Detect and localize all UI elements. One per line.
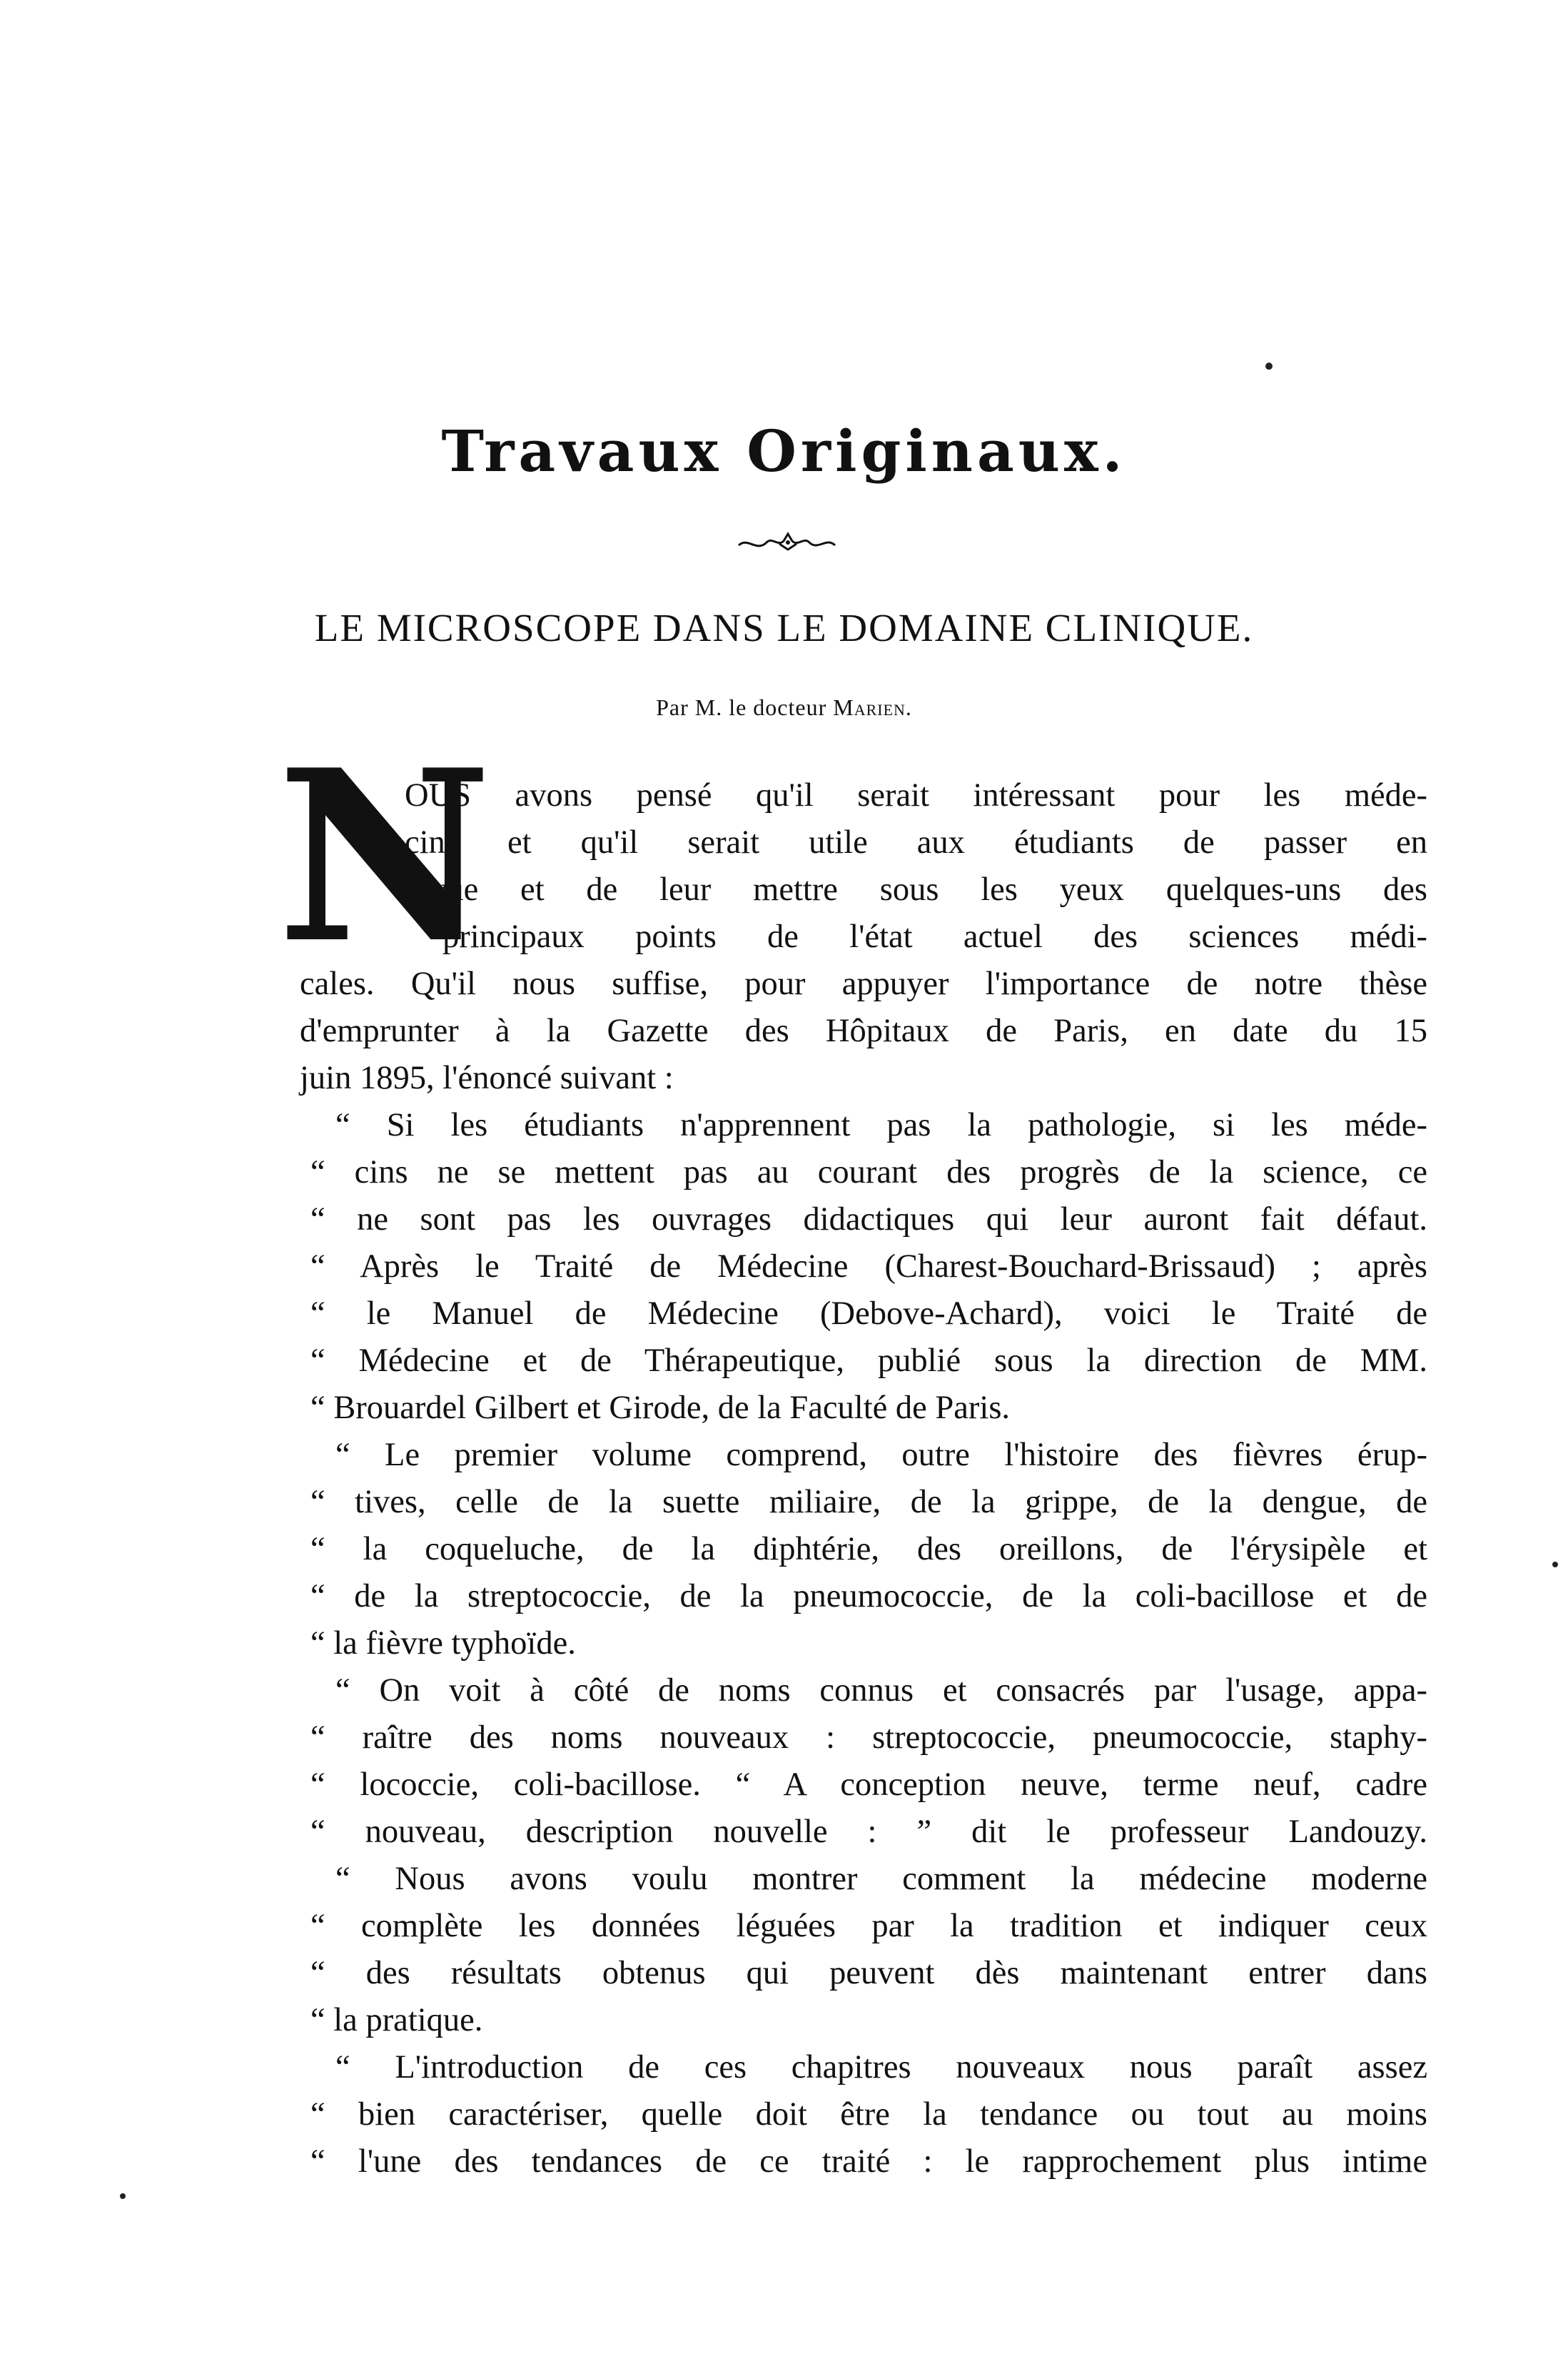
text-line: “ lococcie, coli-bacillose. “ A conception neuve, terme neuf, cadre: [310, 1766, 1427, 1803]
text-line: “ la fièvre typhoïde.: [310, 1625, 576, 1662]
text-line: “ bien caractériser, quelle doit être la tendance ou tout au moins: [310, 2096, 1427, 2133]
text-line: d'emprunter à la Gazette des Hôpitaux de Paris, en date du 15: [300, 1013, 1427, 1049]
article-byline: [0, 694, 1568, 721]
drop-cap-letter: N: [277, 718, 492, 995]
text-line: cins et qu'il serait utile aux étudiants de passer en: [405, 824, 1427, 861]
text-line: “ Nous avons voulu montrer comment la médecine moderne: [335, 1861, 1427, 1897]
text-line: “ l'une des tendances de ce traité : le rapprochement plus intime: [310, 2143, 1427, 2180]
text-line: “ Médecine et de Thérapeutique, publié sous la direction de MM.: [310, 1343, 1427, 1379]
byline-author: Marien.: [833, 694, 912, 720]
text-line: principaux points de l'état actuel des sciences médi-: [442, 919, 1427, 955]
text-line: OUS avons pensé qu'il serait intéressant pour les méde-: [405, 777, 1427, 814]
text-line: revue et de leur mettre sous les yeux quelques-uns des: [405, 871, 1427, 908]
text-line: “ cins ne se mettent pas au courant des progrès de la science, ce: [310, 1154, 1427, 1190]
text-line: “ nouveau, description nouvelle : ” dit le professeur Landouzy.: [310, 1814, 1427, 1850]
text-line: cales. Qu'il nous suffise, pour appuyer l'importance de notre thèse: [300, 966, 1427, 1002]
text-line: “ Brouardel Gilbert et Girode, de la Faculté de Paris.: [310, 1390, 1011, 1426]
text-line: “ ne sont pas les ouvrages didactiques qui leur auront fait défaut.: [310, 1201, 1427, 1238]
text-line: juin 1895, l'énoncé suivant :: [300, 1060, 674, 1096]
text-line: “ Si les étudiants n'apprennent pas la pathologie, si les méde-: [335, 1107, 1427, 1143]
section-masthead: Travaux Originaux.: [441, 418, 1127, 485]
text-line: “ la pratique.: [310, 2002, 483, 2038]
text-line: “ Le premier volume comprend, outre l'histoire des fièvres érup-: [335, 1437, 1427, 1473]
scan-speck-icon: [1263, 360, 1275, 372]
scan-speck-icon: [1550, 1559, 1560, 1569]
text-line: “ raître des noms nouveaux : streptococcie, pneumococcie, staphy-: [310, 1719, 1427, 1756]
article-title: LE MICROSCOPE DANS LE DOMAINE CLINIQUE.: [314, 606, 1254, 649]
text-line: “ des résultats obtenus qui peuvent dès maintenant entrer dans: [310, 1955, 1427, 1991]
text-line: “ Après le Traité de Médecine (Charest-Bouchard-Brissaud) ; après: [310, 1248, 1427, 1285]
text-line: “ L'introduction de ces chapitres nouveaux nous paraît assez: [335, 2049, 1427, 2086]
byline-prefix: Par M. le docteur: [656, 694, 827, 720]
text-line: “ le Manuel de Médecine (Debove-Achard), voici le Traité de: [310, 1295, 1427, 1332]
text-line: “ de la streptococcie, de la pneumococcie, de la coli-bacillose et de: [310, 1578, 1427, 1614]
text-line: “ On voit à côté de noms connus et consacrés par l'usage, appa-: [335, 1672, 1427, 1709]
text-line: “ la coqueluche, de la diphtérie, des oreillons, de l'érysipèle et: [310, 1531, 1427, 1567]
text-line: “ complète les données léguées par la tradition et indiquer ceux: [310, 1908, 1427, 1944]
text-line: “ tives, celle de la suette miliaire, de la grippe, de la dengue, de: [310, 1484, 1427, 1520]
fleuron-ornament-icon: [735, 528, 839, 557]
scan-speck-icon: [118, 2191, 128, 2201]
